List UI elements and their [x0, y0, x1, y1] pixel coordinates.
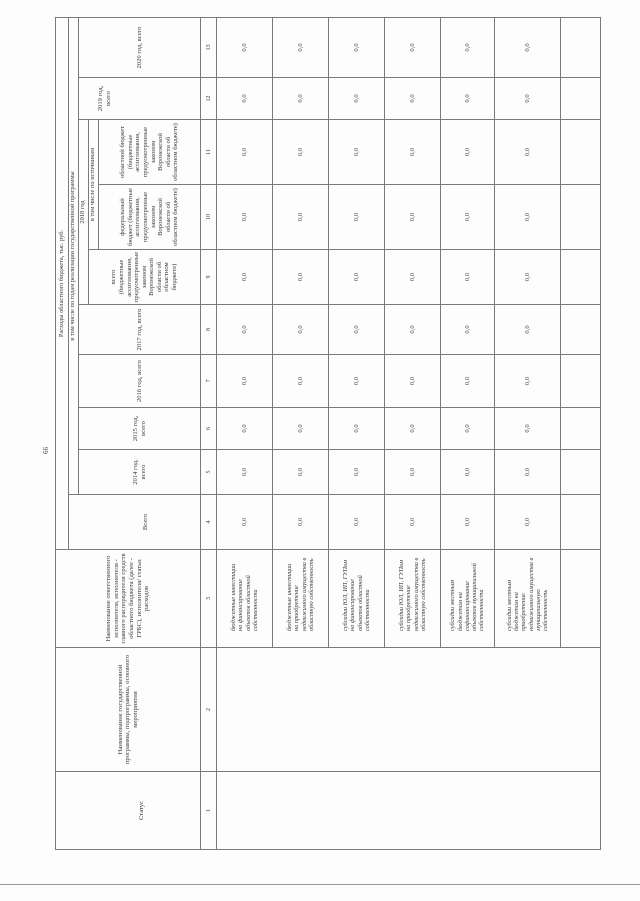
row-item-label: субсидии ЮЛ, ИП, ГУПам на приобретение недвижимого имущества в областную собственность [385, 549, 441, 647]
row-value: 0,0 [217, 407, 273, 449]
header-executor-name: Наименование ответственного исполнителя, исполнителя - главного распорядителя средств областного бюджета (далее - ГРБС), исполнителя/ статьи расходов [56, 549, 201, 647]
row-value: 0,0 [441, 304, 495, 354]
row-value: 0,0 [217, 249, 273, 304]
header-expenses: Расходы областного бюджета, тыс. руб. [56, 17, 69, 549]
row-value: 0,0 [495, 494, 561, 549]
header-regional-budget: областной бюджет (бюджетные ассигнования, предусмотренные законом Воронежской области об областном бюджете) [99, 119, 201, 184]
empty-cell [561, 304, 601, 354]
column-number: 8 [201, 304, 217, 354]
row-value: 0,0 [441, 184, 495, 249]
row-item-label: субсидии местным бюджетам на софинансирование объектов муниципальной собственности [441, 549, 495, 647]
row-value: 0,0 [273, 354, 329, 407]
header-federal-budget: федеральный бюджет (бюджетные ассигнования, предусмотренные законом Воронежской области об областном бюджете) [99, 184, 201, 249]
row-value: 0,0 [329, 17, 385, 77]
row-value: 0,0 [217, 494, 273, 549]
header-program-name: Наименование государственной программы, подпрограммы, основного мероприятия [56, 647, 201, 771]
column-number: 1 [201, 771, 217, 849]
row-value: 0,0 [441, 17, 495, 77]
row-value: 0,0 [495, 249, 561, 304]
row-value: 0,0 [495, 354, 561, 407]
row-value: 0,0 [273, 249, 329, 304]
row-value: 0,0 [495, 407, 561, 449]
row-value: 0,0 [495, 304, 561, 354]
row-value: 0,0 [385, 17, 441, 77]
column-number: 11 [201, 119, 217, 184]
row-value: 0,0 [217, 184, 273, 249]
row-value: 0,0 [495, 17, 561, 77]
row-value: 0,0 [385, 354, 441, 407]
empty-cell [561, 354, 601, 407]
row-value: 0,0 [385, 304, 441, 354]
header-year-2015: 2015 год, всего [79, 407, 201, 449]
header-year-2018: 2018 год [79, 119, 89, 304]
row-value: 0,0 [273, 449, 329, 494]
row-value: 0,0 [385, 449, 441, 494]
row-value: 0,0 [441, 407, 495, 449]
row-value: 0,0 [273, 304, 329, 354]
row-value: 0,0 [217, 354, 273, 407]
column-number: 12 [201, 77, 217, 119]
row-value: 0,0 [329, 494, 385, 549]
row-value: 0,0 [329, 249, 385, 304]
header-by-years: в том числе по годам реализации государственной программы [69, 17, 79, 494]
row-value: 0,0 [329, 77, 385, 119]
empty-cell [561, 17, 601, 77]
empty-cell [561, 549, 601, 647]
row-value: 0,0 [217, 119, 273, 184]
header-by-sources: в том числе по источникам [89, 119, 99, 249]
column-number: 13 [201, 17, 217, 77]
row-value: 0,0 [441, 77, 495, 119]
header-year-2017: 2017 год, всего [79, 304, 201, 354]
row-value: 0,0 [495, 449, 561, 494]
row-value: 0,0 [385, 77, 441, 119]
row-value: 0,0 [329, 407, 385, 449]
row-value: 0,0 [441, 249, 495, 304]
row-value: 0,0 [273, 407, 329, 449]
row-value: 0,0 [217, 304, 273, 354]
header-year-2016: 2016 год, всего [79, 354, 201, 407]
header-total: Всего [69, 494, 201, 549]
row-value: 0,0 [385, 119, 441, 184]
row-value: 0,0 [273, 17, 329, 77]
empty-cell [561, 119, 601, 184]
empty-cell [561, 77, 601, 119]
row-value: 0,0 [385, 249, 441, 304]
row-item-label: бюджетные инвестиции на приобретение недвижимого имущества в областную собственность [273, 549, 329, 647]
row-value: 0,0 [441, 354, 495, 407]
row-value: 0,0 [385, 494, 441, 549]
rotated-landscape-page [30, 18, 602, 850]
empty-cell [561, 407, 601, 449]
row-value: 0,0 [495, 119, 561, 184]
row-value: 0,0 [273, 494, 329, 549]
empty-cell [561, 449, 601, 494]
column-number: 4 [201, 494, 217, 549]
row-value: 0,0 [441, 119, 495, 184]
scan-edge-line [0, 884, 640, 885]
row-value: 0,0 [385, 407, 441, 449]
header-status: Статус [56, 771, 201, 849]
row-value: 0,0 [273, 184, 329, 249]
status-cell [217, 771, 601, 849]
row-value: 0,0 [329, 354, 385, 407]
row-item-label: бюджетные инвестиции на финансирование объектов областной собственности [217, 549, 273, 647]
row-value: 0,0 [441, 449, 495, 494]
header-year-2020: 2020 год, всего [79, 17, 201, 77]
row-value: 0,0 [495, 184, 561, 249]
budget-table [55, 17, 601, 850]
column-number: 7 [201, 354, 217, 407]
row-item-label: субсидии местным бюджетам на приобретение недвижимого имущества в муниципальную собственность [495, 549, 561, 647]
header-year-2014: 2014 год, всего [79, 449, 201, 494]
row-value: 0,0 [329, 119, 385, 184]
empty-cell [561, 249, 601, 304]
empty-cell [561, 494, 601, 549]
page-number: 66 [42, 447, 50, 454]
column-number: 3 [201, 549, 217, 647]
row-value: 0,0 [217, 77, 273, 119]
program-name-cell [217, 647, 601, 771]
row-value: 0,0 [273, 119, 329, 184]
column-number: 5 [201, 449, 217, 494]
row-value: 0,0 [217, 17, 273, 77]
column-number: 2 [201, 647, 217, 771]
column-number: 6 [201, 407, 217, 449]
row-item-label: субсидии ЮЛ, ИП, ГУПам на финансирование объектов областной собственности [329, 549, 385, 647]
row-value: 0,0 [217, 449, 273, 494]
column-number: 9 [201, 249, 217, 304]
empty-cell [561, 184, 601, 249]
header-year-2019: 2019 год, всего [79, 77, 201, 119]
column-number: 10 [201, 184, 217, 249]
header-year-2018-total: всего (бюджетные ассигнования, предусмотренные законом Воронежской области об областном бюджете) [89, 249, 201, 304]
row-value: 0,0 [495, 77, 561, 119]
row-value: 0,0 [441, 494, 495, 549]
row-value: 0,0 [273, 77, 329, 119]
row-value: 0,0 [385, 184, 441, 249]
row-value: 0,0 [329, 449, 385, 494]
row-value: 0,0 [329, 304, 385, 354]
row-value: 0,0 [329, 184, 385, 249]
